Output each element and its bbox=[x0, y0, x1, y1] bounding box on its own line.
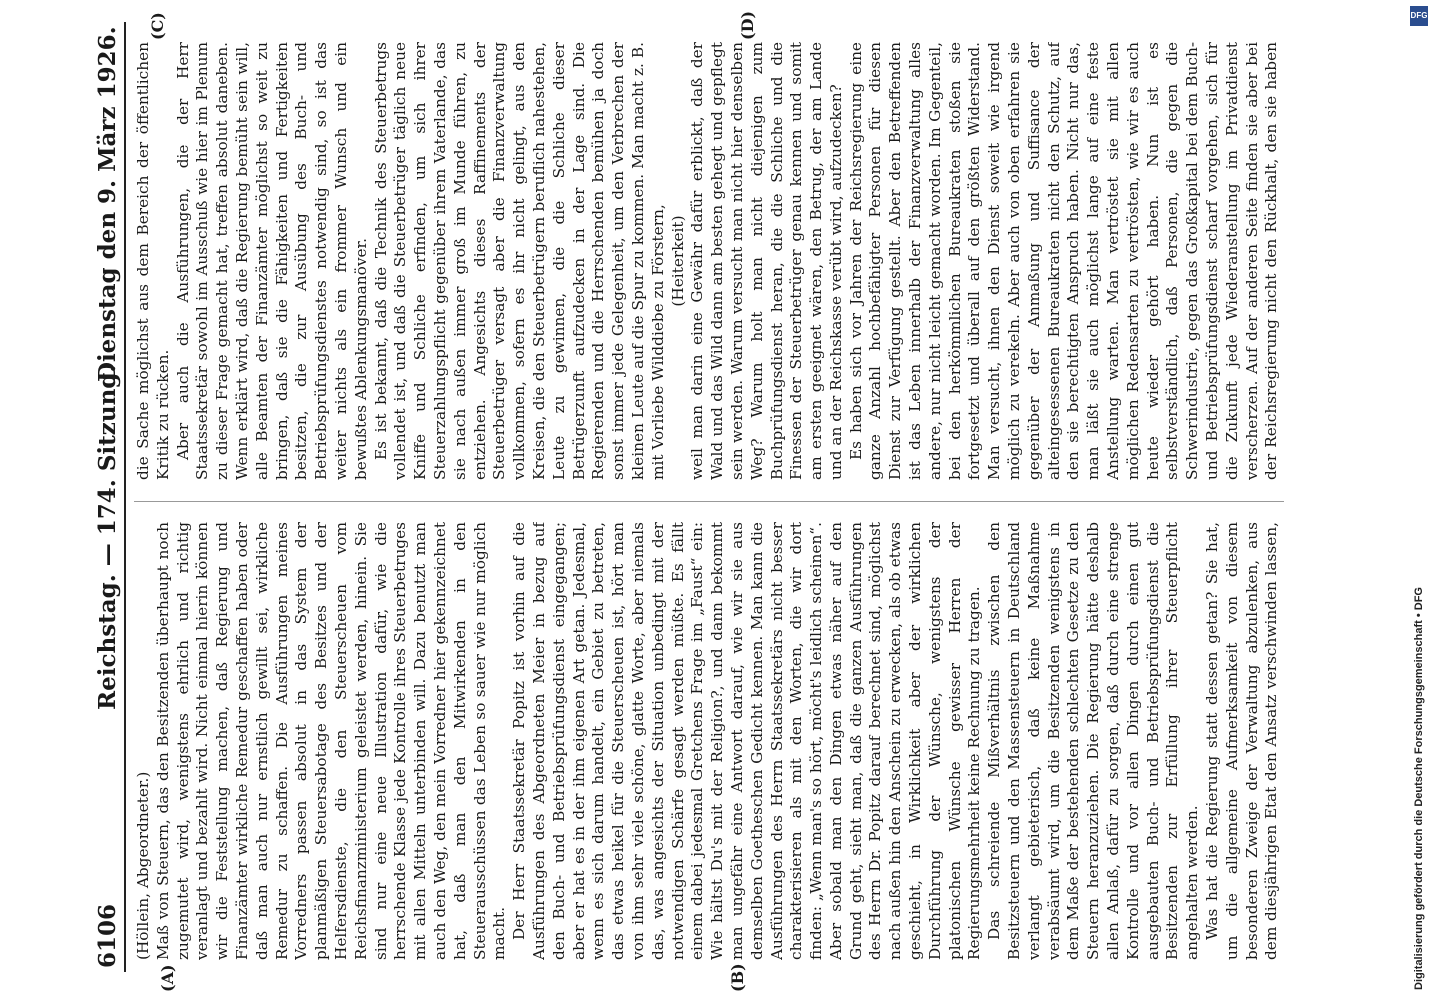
paragraph: Der Herr Staatssekretär Popitz ist vorhin auf die Ausführungen des Abgeordneten Meier in bezug auf den Buch- und Betriebsprüfungsdienst eingegangen; aber er hat es in der ihm eigenen Art getan. Jedesmal, wenn es sich darum handelt, ein Gebiet zu betreten, das etwas heikel für die Steuerscheuen ist, hört man von ihm sehr viele schöne, glatte Worte, aber niemals das, was angesichts der Situation unbedingt mit der notwendigen Schärfe gesagt werden müßte. Es fällt einem dabei jedesmal Gretchens Frage im „Faust“ ein: Wie hältst Du's mit der Religion?, und dann bekommt man ungefähr eine Antwort darauf, wie wir sie aus demselben Goetheschen Gedicht kennen. Man kann die Ausführungen des Herrn Staatssekretärs nicht besser charakterisieren als mit den Worten, die wir dort finden: „Wenn man's so hört, möcht's leidlich scheinen“. Aber sobald man den Dingen etwas näher auf den Grund geht, sieht man, daß die ganzen Ausführungen des Herrn Dr. Popitz darauf berechnet sind, möglichst nach außen hin den Anschein zu erwecken, als ob etwas geschieht, in Wirklichkeit aber der wirklichen Durchführung der Wünsche, wenigstens der platonischen Wünsche gewisser Herren der Regierungsmehrheit keine Rechnung zu tragen. bbox=[510, 522, 984, 960]
paragraph: Es haben sich vor Jahren der Reichsregierung eine ganze Anzahl hochbefähigter Personen für diesen Dienst zur Verfügung gestellt. Aber den Betreffenden ist das Leben innerhalb der Finanzverwaltung alles andere, nur nicht leicht gemacht worden. Im Gegenteil, bei den herkömmlichen Bureaukraten stoßen sie fortgesetzt und überall auf den größten Widerstand. Man versucht, ihnen den Dienst soweit wie irgend möglich zu verekeln. Aber auch von oben erfahren sie gegenüber der Anmaßung und Suffisance der alteingesessenen Bureaukraten nicht den Schutz, auf den sie berechtigten Anspruch haben. Nicht nur das, man läßt sie auch möglichst lange auf eine feste Anstellung warten. Man vertröstet sie mit allen möglichen Redensarten zu vertrösten, wie wir es auch heute wieder gehört haben. Nun ist es selbstverständlich, daß Personen, die gegen die Schwerindustrie, gegen das Großkapital bei dem Buch- und Betriebsprüfungsdienst scharf vorgehen, sich für die Zukunft jede Wiederanstellung im Privatdienst verscherzen. Auf der anderen Seite finden sie aber bei der Reichsregierung nicht den Rückhalt, den sie haben bbox=[846, 42, 1281, 480]
interjection: (Heiterkeit) bbox=[668, 215, 687, 307]
margin-marker-d: (D) bbox=[738, 10, 757, 40]
funding-credit: Digitalisierung gefördert durch die Deutsche Forschungsgemeinschaft • DFG bbox=[1413, 587, 1425, 990]
page-number: 6106 bbox=[94, 903, 121, 968]
margin-marker-c: (C) bbox=[148, 12, 167, 40]
document-page bbox=[78, 0, 1308, 1000]
margin-marker-b: (B) bbox=[728, 963, 747, 992]
paragraph: Das schreiende Mißverhältnis zwischen den Besitzsteuern und den Massensteuern in Deutschland verlangt gebieterisch, daß keine Maßnahme verabsäumt wird, um die Besitzenden wenigstens in dem Maße der bestehenden schlechten Gesetze zu den Steuern heranzuziehen. Die Regierung hätte deshalb allen Anlaß, dafür zu sorgen, daß durch eine strenge Kontrolle und vor allen Dingen durch einen gut ausgebauten Buch- und Betriebsprüfungsdienst die Besitzenden zur Erfüllung ihrer Steuerpflicht angehalten werden. bbox=[985, 522, 1202, 960]
header-right-title: Dienstag den 9. März 1926. bbox=[94, 26, 121, 382]
paragraph: Maß von Steuern, das den Besitzenden überhaupt noch zugemutet wird, wenigstens ehrlich und richtig veranlagt und bezahlt wird. Nicht einmal hierin können wir die Feststellung machen, daß Regierung und Finanzämter wirkliche Remedur geschaffen haben oder daß man auch nur ernstlich gewillt sei, wirkliche Remedur zu schaffen. Die Ausführungen meines Vorredners passen absolut in das System der planmäßigen Steuersabotage des Besitzes und der Helfersdienste, die den Steuerscheuen vom Reichsfinanzministerium geleistet werden, hinein. Sie sind nur eine neue Illustration dafür, wie die herrschende Klasse jede Kontrolle ihres Steuerbetruges mit allen Mitteln unterbinden will. Dazu benutzt man auch den Weg, den mein Vorredner hier gekennzeichnet hat, daß man den Mitwirkenden in den Steuerausschüssen das Leben so sauer wie nur möglich macht. bbox=[153, 522, 509, 960]
digitization-caption bbox=[1404, 0, 1434, 1000]
paragraph: Was hat die Regierung statt dessen getan? Sie hat, um die allgemeine Aufmerksamkeit von diesem besonderen Zweige der Verwaltung abzulenken, aus dem diesjährigen Etat den Ansatz verschwinden lassen, bbox=[1203, 522, 1281, 960]
page-header bbox=[90, 22, 126, 972]
speaker-line: (Höllein, Abgeordneter.) bbox=[134, 771, 152, 960]
paragraph: Es ist bekannt, daß die Technik des Steuerbetrugs vollendet ist, und daß die Steuerbetrüger täglich neue Kniffe und Schliche erfinden, um sich ihrer Steuerzahlungspflicht gegenüber ihrem Vaterlande, das sie nach außen immer groß im Munde führen, zu entziehen. Angesichts dieses Raffinements der Steuerbetrüger versagt aber die Finanzverwaltung vollkommen, sofern es ihr nicht gelingt, aus den Kreisen, die den Steuerbetrügern beruflich nahestehen, Leute zu gewinnen, die die Schliche dieser Betrügerzunft aufzudecken in der Lage sind. Die Regierenden und die Herrschenden bemühen ja doch sonst immer jede Gelegenheit, um den Verbrechen der kleinen Leute auf die Spur zu kommen. Man macht z. B. mit Vorliebe Wilddiebe zu Förstern, bbox=[371, 42, 667, 480]
column-divider bbox=[134, 501, 1284, 502]
paragraph: Aber auch die Ausführungen, die der Herr Staatssekretär sowohl im Ausschuß wie hier im Plenum zu dieser Frage gemacht hat, treffen absolut daneben. Wenn erklärt wird, daß die Regierung bemüht sein will, alle Beamten der Finanzämter möglichst so weit zu bringen, daß sie die Fähigkeiten und Fertigkeiten besitzen, die zur Ausübung des Buch- und Betriebsprüfungsdienstes notwendig sind, so ist das weiter nichts als ein frommer Wunsch und ein bewußtes Ablenkungsmanöver. bbox=[173, 42, 370, 480]
text-column-right bbox=[134, 42, 1284, 480]
paragraph: weil man darin eine Gewähr dafür erblickt, daß der Wald und das Wild dann am besten gehegt und gepflegt sein werden. Warum versucht man nicht hier denselben Weg? Warum holt man nicht diejenigen zum Buchprüfungsdienst heran, die die Schliche und die Finessen der Steuerbetrüger genau kennen und somit am ersten geeignet wären, den Betrug, der am Lande und an der Reichskasse verübt wird, aufzudecken? bbox=[688, 42, 845, 480]
dfg-logo-icon: DFG bbox=[1410, 6, 1428, 26]
header-left-title: Reichstag. — 174. Sitzung. bbox=[94, 364, 121, 710]
margin-marker-a: (A) bbox=[158, 964, 177, 992]
text-column-left bbox=[134, 522, 1284, 960]
paragraph: die Sache möglichst aus dem Bereich der öffentlichen Kritik zu rücken. bbox=[134, 42, 172, 480]
